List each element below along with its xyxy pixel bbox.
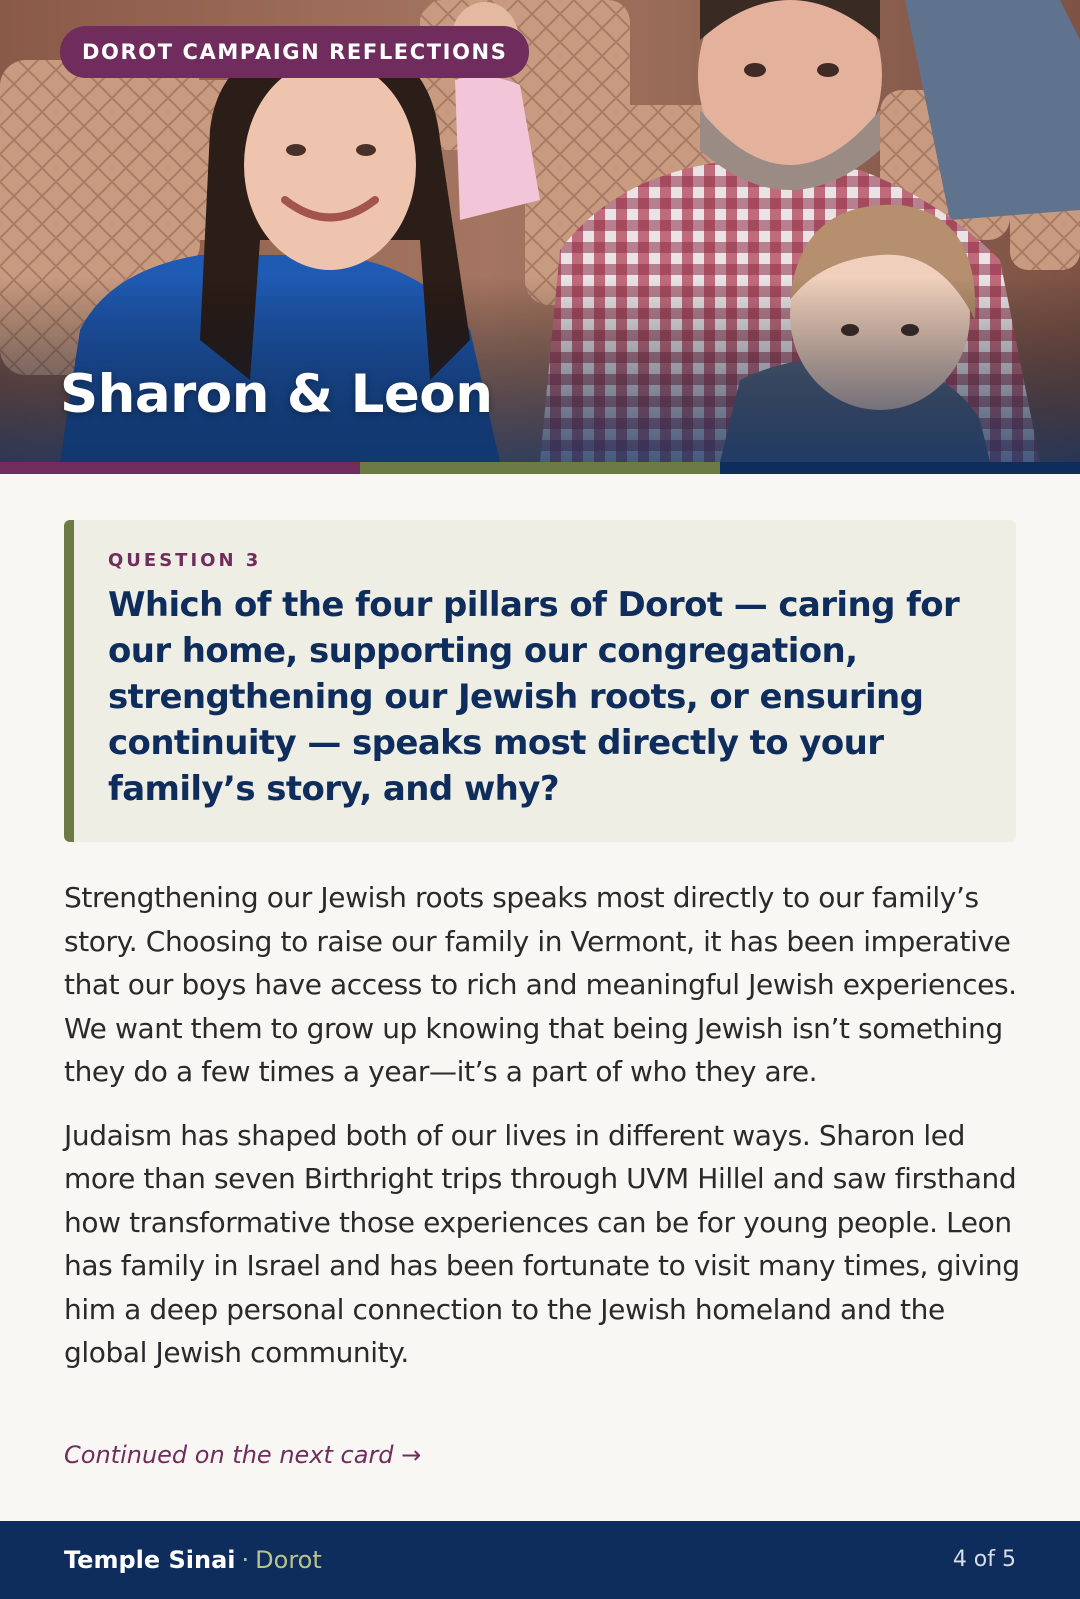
- footer-branding: [64, 1521, 322, 1599]
- page-indicator: 4 of 5: [952, 1547, 1016, 1572]
- question-label: QUESTION 3: [108, 550, 262, 571]
- hero: [0, 0, 1080, 462]
- page-title: Sharon & Leon: [60, 364, 493, 425]
- stripe-segment-olive: [360, 462, 720, 474]
- footer-org-name: Temple Sinai: [64, 1546, 236, 1574]
- stripe-segment-navy: [720, 462, 1080, 474]
- question-text: Which of the four pillars of Dorot — caring for our home, supporting our congregation, strengthening our Jewish roots, or ensuring continuity — speaks most directly to your family’s story, and why?: [108, 585, 960, 809]
- answer-paragraph: Strengthening our Jewish roots speaks most directly to our family’s story. Choosing to raise our family in Vermont, it has been imperative that our boys have access to rich and meaningful Jewish experiences. We want them to grow up knowing that being Jewish isn’t something they do a few times a year—it’s a part of who they are.: [64, 881, 1017, 1088]
- answer-body: [64, 876, 1026, 1395]
- campaign-badge: DOROT CAMPAIGN REFLECTIONS: [60, 26, 529, 78]
- question-card: [64, 520, 1016, 842]
- answer-paragraph: Judaism has shaped both of our lives in different ways. Sharon led more than seven Birthright trips through UVM Hillel and saw firsthand how transformative those experiences can be for young people. Leon has family in Israel and has been fortunate to visit many times, giving him a deep personal connection to the Jewish homeland and the global Jewish community.: [64, 1118, 1020, 1369]
- footer: [0, 1521, 1080, 1599]
- footer-campaign-name: Dorot: [255, 1546, 322, 1574]
- footer-separator: ·: [241, 1546, 250, 1574]
- continued-link[interactable]: Continued on the next card →: [64, 1441, 422, 1469]
- stripe-segment-plum: [0, 462, 360, 474]
- accent-stripe: [0, 462, 1080, 474]
